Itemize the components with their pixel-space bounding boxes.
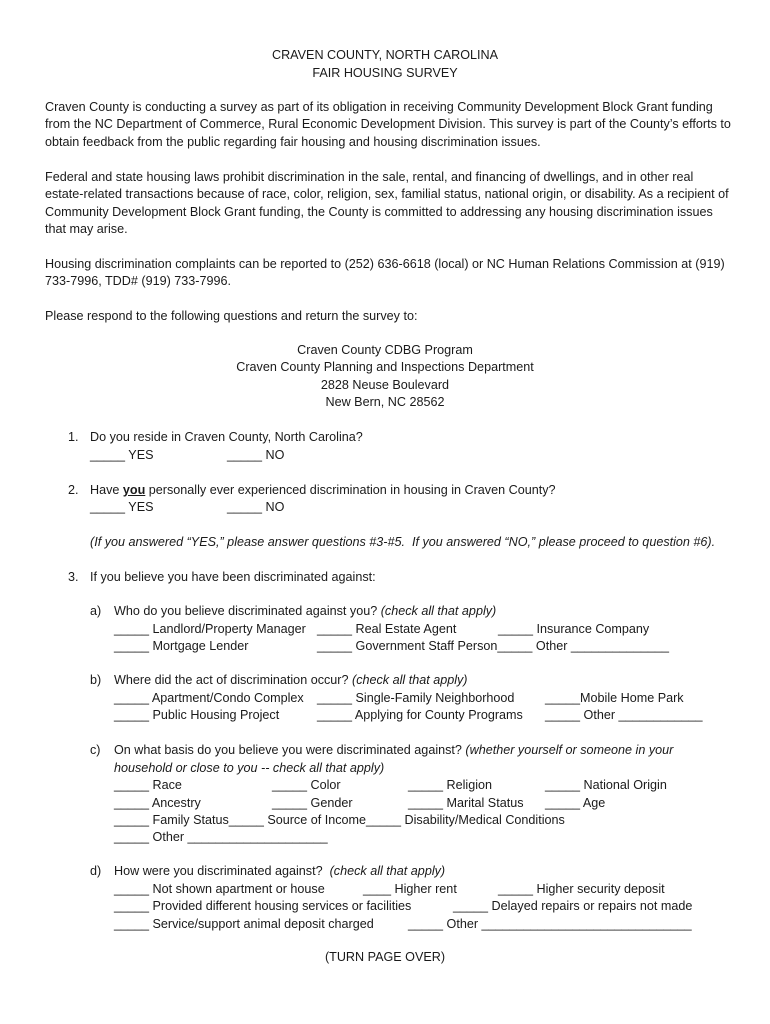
- q3b-option[interactable]: _____ Public Housing Project: [114, 708, 280, 722]
- q3b-option[interactable]: _____ Other ____________: [545, 708, 703, 722]
- q3d-text: [114, 863, 445, 880]
- q3c-option[interactable]: _____ Ancestry: [114, 796, 201, 810]
- question-number: 1.: [68, 430, 79, 444]
- sub-question-letter: c): [90, 743, 101, 757]
- q1-no-option[interactable]: _____ NO: [227, 448, 285, 462]
- q3c-option[interactable]: _____ National Origin: [545, 778, 667, 792]
- document-subtitle: FAIR HOUSING SURVEY: [312, 66, 458, 80]
- sub-question-letter: a): [90, 604, 102, 618]
- q3d-option[interactable]: _____ Provided different housing services or facilities: [114, 899, 412, 913]
- q1-yes-option[interactable]: _____ YES: [90, 448, 154, 462]
- intro-paragraph: Craven County is conducting a survey as part of its obligation in receiving Community Development Block Grant funding from the NC Department of Commerce, Rural Economic Development Division. This survey is part of the County’s efforts to obtain feedback from the public regarding fair housing and housing discrimination issues.: [45, 100, 731, 149]
- question-number: 3.: [68, 570, 79, 584]
- q3d-option[interactable]: _____ Service/support animal deposit charged: [114, 917, 374, 931]
- respond-instruction: Please respond to the following questions and return the survey to:: [45, 309, 418, 323]
- q3a-hint: (check all that apply): [380, 604, 497, 618]
- q2-yes-option[interactable]: _____ YES: [90, 500, 154, 514]
- q3b-option[interactable]: _____ Apartment/Condo Complex: [114, 691, 304, 705]
- q3a-question: Who do you believe discriminated against you?: [114, 604, 381, 618]
- q3c-option[interactable]: _____ Race: [114, 778, 182, 792]
- q3d-hint: (check all that apply): [329, 864, 446, 878]
- turn-page-notice: (TURN PAGE OVER): [324, 950, 446, 964]
- q3c-option[interactable]: _____ Religion: [408, 778, 493, 792]
- q3c-hint: (whether yourself or someone in your: [465, 743, 674, 757]
- q3b-text: [114, 672, 468, 689]
- q3b-option[interactable]: _____Mobile Home Park: [545, 691, 684, 705]
- q3b-hint: (check all that apply): [352, 673, 468, 687]
- q3a-option[interactable]: _____ Government Staff Person_____ Other ______________: [317, 639, 669, 653]
- address-line: New Bern, NC 28562: [325, 395, 445, 410]
- question-1-text: Do you reside in Craven County, North Carolina?: [90, 430, 363, 444]
- address-line: Craven County CDBG Program: [297, 343, 473, 357]
- q3c-option[interactable]: _____ Color: [272, 778, 341, 792]
- q2-text-start: Have: [90, 483, 123, 497]
- q3d-question: How were you discriminated against?: [114, 864, 330, 878]
- q2-emphasis-you: you: [122, 483, 146, 497]
- q3c-option[interactable]: _____ Age: [545, 796, 606, 810]
- sub-question-letter: b): [90, 673, 102, 687]
- q3c-text: [114, 742, 673, 759]
- q3b-question: Where did the act of discrimination occur?: [114, 673, 352, 687]
- q3a-text: [114, 603, 496, 620]
- q3c-option[interactable]: _____ Marital Status: [408, 796, 524, 810]
- q3d-option[interactable]: _____ Higher security deposit: [498, 882, 665, 896]
- q3a-option[interactable]: _____ Landlord/Property Manager: [114, 622, 306, 636]
- q2-text-end: personally ever experienced discrimination in housing in Craven County?: [145, 483, 556, 497]
- q3b-option[interactable]: _____ Single-Family Neighborhood: [317, 691, 515, 705]
- q3c-option[interactable]: _____ Other ____________________: [114, 830, 328, 844]
- complaints-paragraph: Housing discrimination complaints can be reported to (252) 636-6618 (local) or NC Human Relations Commission at (919) 733-7996, TDD# (919) 733-7996.: [45, 257, 725, 289]
- q3d-option[interactable]: _____ Other ______________________________: [408, 917, 692, 931]
- laws-paragraph: Federal and state housing laws prohibit discrimination in the sale, rental, and financing of dwellings, and in other real estate-related transactions because of race, color, religion, sex, familial status, national origin, or disability. As a recipient of Community Development Block Grant funding, the County is committed to addressing any housing discrimination issues that may arise.: [45, 170, 729, 237]
- q3a-option[interactable]: _____ Real Estate Agent: [317, 622, 457, 636]
- q3c-option[interactable]: _____ Family Status_____ Source of Income_____ Disability/Medical Conditions: [114, 813, 565, 827]
- question-number: 2.: [68, 483, 79, 497]
- q3b-option[interactable]: _____ Applying for County Programs: [317, 708, 523, 722]
- address-line: 2828 Neuse Boulevard: [320, 377, 450, 392]
- q3d-option[interactable]: _____ Delayed repairs or repairs not made: [453, 899, 693, 913]
- q3d-option[interactable]: _____ Not shown apartment or house: [114, 882, 325, 896]
- document-title: CRAVEN COUNTY, NORTH CAROLINA: [271, 48, 499, 62]
- q3c-option[interactable]: _____ Gender: [272, 796, 353, 810]
- q2-no-option[interactable]: _____ NO: [227, 500, 285, 514]
- address-line: Craven County Planning and Inspections Department: [236, 360, 534, 375]
- question-2-text: [90, 482, 556, 499]
- q3d-option[interactable]: ____ Higher rent: [363, 882, 457, 896]
- q3c-question: On what basis do you believe you were discriminated against?: [114, 743, 466, 757]
- q3a-option[interactable]: _____ Insurance Company: [498, 622, 650, 636]
- q2-instruction-note: (If you answered “YES,” please answer questions #3-#5. If you answered “NO,” please proceed to question #6).: [90, 535, 716, 549]
- mailing-address: [0, 342, 770, 412]
- question-3-text: If you believe you have been discriminated against:: [90, 570, 376, 584]
- q3a-option[interactable]: _____ Mortgage Lender: [114, 639, 249, 653]
- q3c-hint-continued: household or close to you -- check all that apply): [114, 761, 385, 775]
- sub-question-letter: d): [90, 864, 102, 878]
